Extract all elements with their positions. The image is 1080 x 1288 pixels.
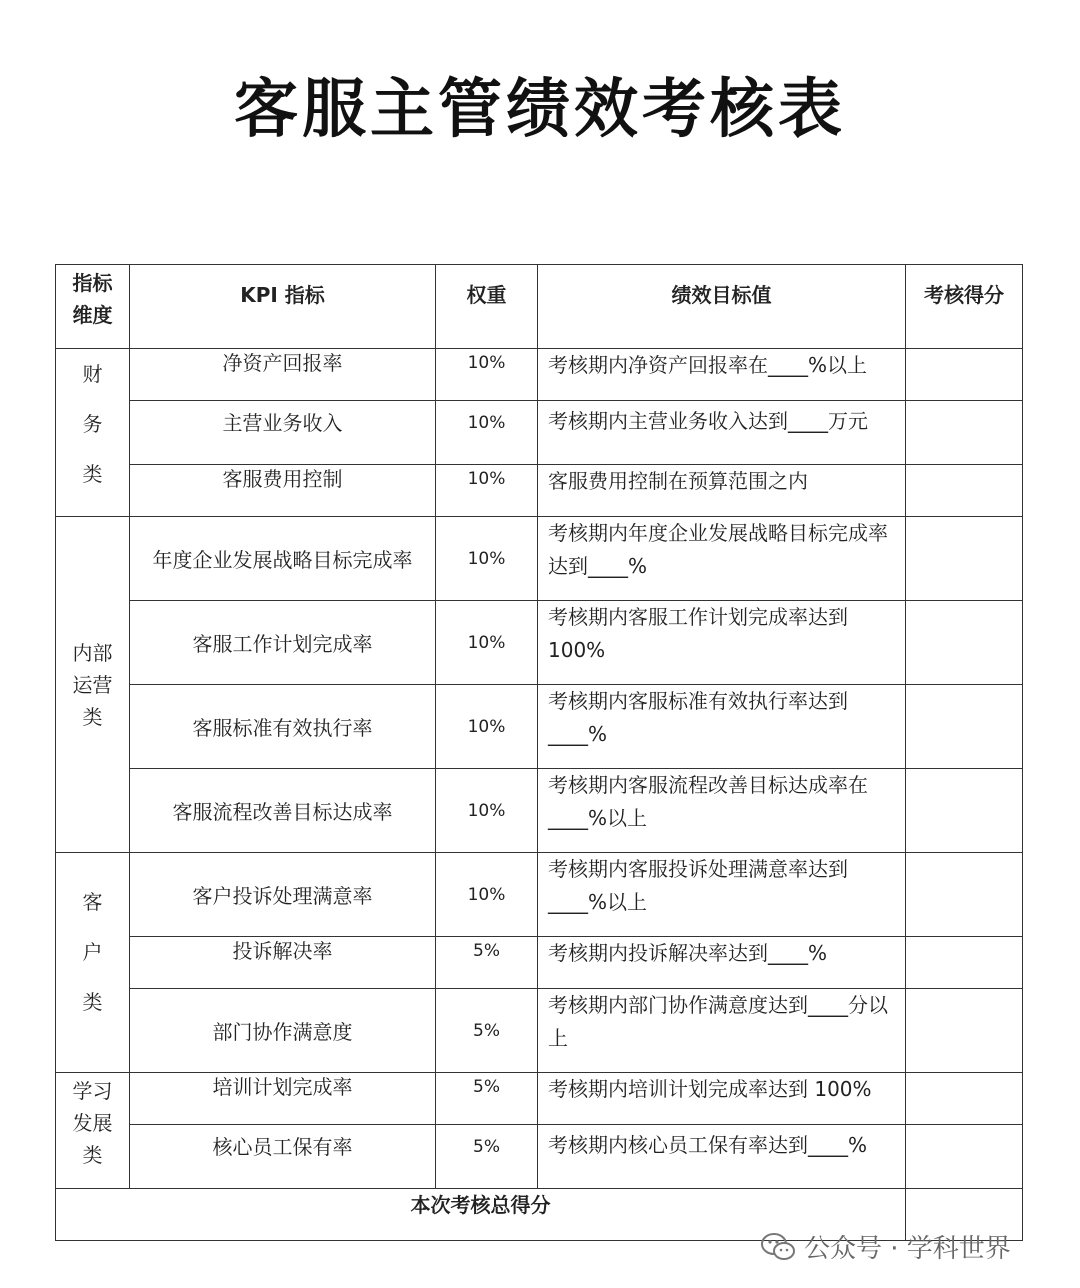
kpi-name: 年度企业发展战略目标完成率: [130, 517, 436, 601]
kpi-name: 客服费用控制: [130, 465, 436, 517]
table-row: [56, 517, 1023, 601]
score-cell[interactable]: [906, 401, 1023, 465]
score-cell[interactable]: [906, 769, 1023, 853]
table-header-row: [56, 265, 1023, 349]
header-target: 绩效目标值: [538, 265, 906, 349]
kpi-target: 考核期内客服工作计划完成率达到100%: [538, 601, 906, 685]
score-cell[interactable]: [906, 601, 1023, 685]
kpi-name: 主营业务收入: [130, 401, 436, 465]
header-kpi: KPI 指标: [130, 265, 436, 349]
table-row: [56, 601, 1023, 685]
table-row: [56, 401, 1023, 465]
kpi-weight: 5%: [436, 937, 538, 989]
kpi-target: 客服费用控制在预算范围之内: [538, 465, 906, 517]
header-weight: 权重: [436, 265, 538, 349]
kpi-target: 考核期内主营业务收入达到____万元: [538, 401, 906, 465]
page-title: 客服主管绩效考核表: [234, 73, 846, 147]
kpi-name: 净资产回报率: [130, 349, 436, 401]
kpi-weight: 10%: [436, 769, 538, 853]
score-cell[interactable]: [906, 685, 1023, 769]
kpi-name: 培训计划完成率: [130, 1073, 436, 1125]
score-cell[interactable]: [906, 937, 1023, 989]
table-row: [56, 937, 1023, 989]
kpi-target: 考核期内客服投诉处理满意率达到____%以上: [538, 853, 906, 937]
kpi-weight: 10%: [436, 401, 538, 465]
kpi-target: 考核期内投诉解决率达到____%: [538, 937, 906, 989]
dimension-customer: 客 户 类: [56, 853, 130, 1073]
kpi-name: 投诉解决率: [130, 937, 436, 989]
kpi-name: 核心员工保有率: [130, 1125, 436, 1189]
kpi-target: 考核期内核心员工保有率达到____%: [538, 1125, 906, 1189]
score-cell[interactable]: [906, 517, 1023, 601]
kpi-name: 部门协作满意度: [130, 989, 436, 1073]
score-cell[interactable]: [906, 349, 1023, 401]
table-row: [56, 769, 1023, 853]
dimension-finance: 财 务 类: [56, 349, 130, 517]
kpi-target: 考核期内净资产回报率在____%以上: [538, 349, 906, 401]
kpi-weight: 5%: [436, 1073, 538, 1125]
score-cell[interactable]: [906, 1073, 1023, 1125]
score-cell[interactable]: [906, 853, 1023, 937]
table-row: [56, 853, 1023, 937]
kpi-name: 客服流程改善目标达成率: [130, 769, 436, 853]
kpi-weight: 10%: [436, 465, 538, 517]
kpi-name: 客户投诉处理满意率: [130, 853, 436, 937]
kpi-target: 考核期内培训计划完成率达到 100%: [538, 1073, 906, 1125]
kpi-weight: 10%: [436, 601, 538, 685]
watermark: [760, 1228, 1011, 1265]
header-dimension: 指标 维度: [56, 265, 130, 349]
dimension-learning: 学习 发展 类: [56, 1073, 130, 1189]
kpi-weight: 5%: [436, 1125, 538, 1189]
kpi-weight: 10%: [436, 349, 538, 401]
score-cell[interactable]: [906, 465, 1023, 517]
kpi-target: 考核期内年度企业发展战略目标完成率达到____%: [538, 517, 906, 601]
table-row: [56, 465, 1023, 517]
table-row: [56, 989, 1023, 1073]
table-row: [56, 1073, 1023, 1125]
table-row: [56, 349, 1023, 401]
kpi-name: 客服工作计划完成率: [130, 601, 436, 685]
kpi-weight: 10%: [436, 517, 538, 601]
watermark-text: 公众号 · 学科世界: [804, 1234, 1011, 1264]
header-score: 考核得分: [906, 265, 1023, 349]
wechat-icon: [760, 1232, 796, 1262]
score-cell[interactable]: [906, 1125, 1023, 1189]
score-cell[interactable]: [906, 989, 1023, 1073]
kpi-target: 考核期内客服流程改善目标达成率在____%以上: [538, 769, 906, 853]
kpi-weight: 10%: [436, 853, 538, 937]
kpi-weight: 5%: [436, 989, 538, 1073]
kpi-name: 客服标准有效执行率: [130, 685, 436, 769]
table-row: [56, 1125, 1023, 1189]
dimension-internal: 内部 运营 类: [56, 517, 130, 853]
kpi-target: 考核期内部门协作满意度达到____分以上: [538, 989, 906, 1073]
table-row: [56, 685, 1023, 769]
kpi-table: [55, 264, 1023, 1241]
kpi-weight: 10%: [436, 685, 538, 769]
total-label: 本次考核总得分: [56, 1189, 906, 1241]
kpi-target: 考核期内客服标准有效执行率达到____%: [538, 685, 906, 769]
